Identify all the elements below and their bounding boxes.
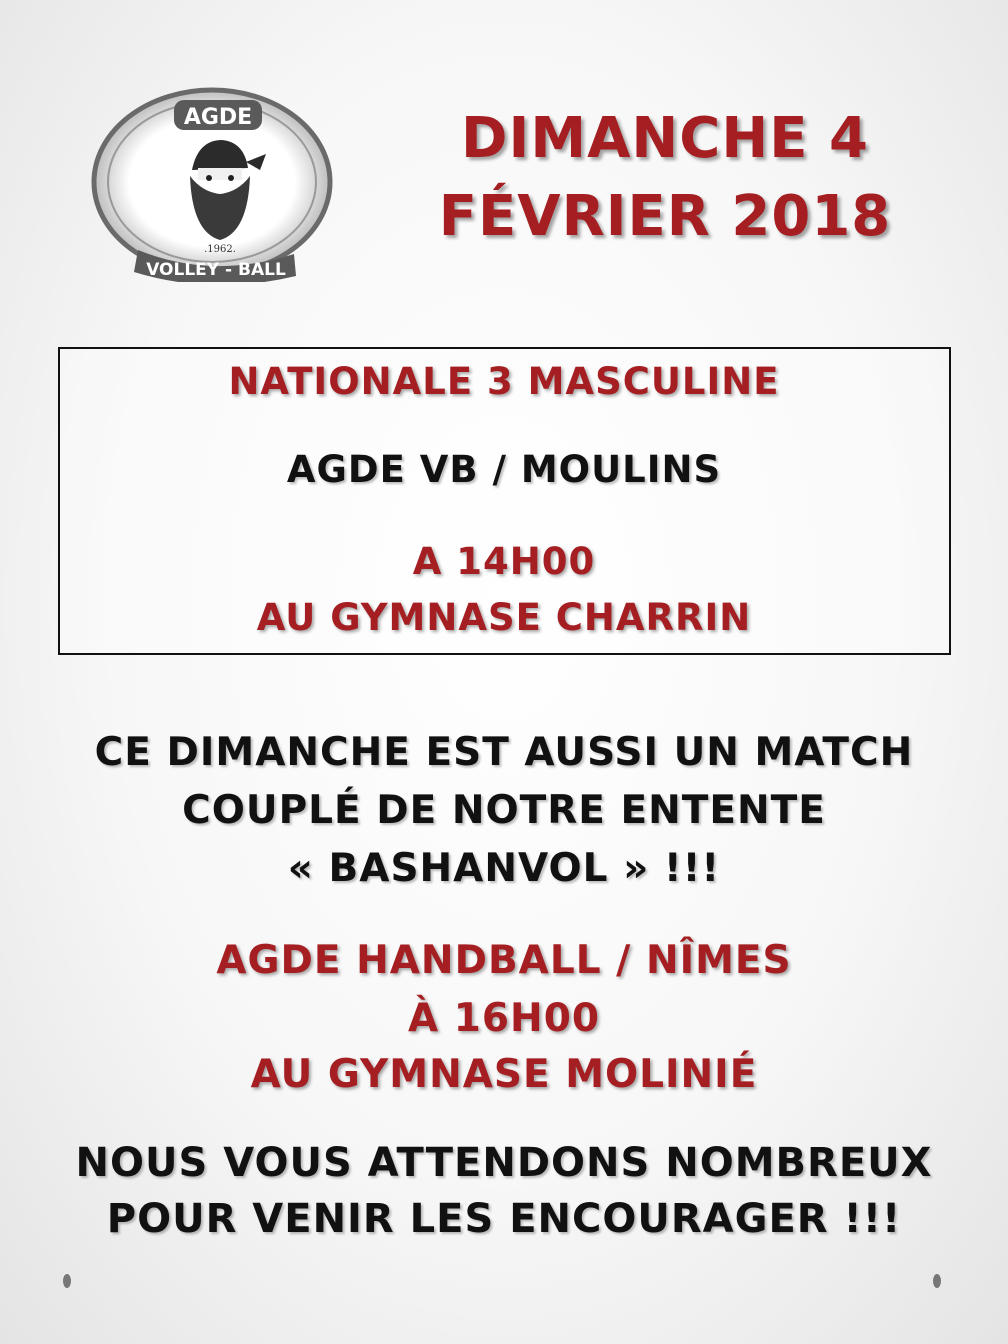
closing-line2: POUR VENIR LES ENCOURAGER !!!: [106, 1196, 902, 1242]
volleyball-venue: AU GYMNASE CHARRIN: [256, 596, 752, 639]
competition-label: NATIONALE 3 MASCULINE: [228, 360, 780, 403]
handball-time: À 16H00: [408, 996, 600, 1041]
logo-year: .1962.: [204, 244, 236, 255]
event-date-line1: DIMANCHE 4: [461, 106, 869, 171]
handball-venue: AU GYMNASE MOLINIÉ: [250, 1052, 758, 1097]
announcement-line3: « BASHANVOL » !!!: [287, 846, 721, 891]
decor-dot-left: [63, 1274, 71, 1288]
logo-top-text: AGDE: [183, 105, 253, 130]
volleyball-time: A 14H00: [412, 540, 596, 583]
volleyball-teams: AGDE VB / MOULINS: [286, 448, 722, 491]
event-date-line2: FÉVRIER 2018: [438, 184, 892, 249]
club-logo: [88, 82, 336, 282]
closing-line1: NOUS VOUS ATTENDONS NOMBREUX: [75, 1140, 933, 1186]
announcement-line2: COUPLÉ DE NOTRE ENTENTE: [182, 788, 826, 833]
logo-bottom-text: VOLLEY - BALL: [146, 260, 286, 280]
event-date-title: [400, 100, 930, 256]
announcement-line1: CE DIMANCHE EST AUSSI UN MATCH: [94, 730, 914, 775]
decor-dot-right: [933, 1274, 941, 1288]
handball-teams: AGDE HANDBALL / NÎMES: [216, 938, 792, 983]
